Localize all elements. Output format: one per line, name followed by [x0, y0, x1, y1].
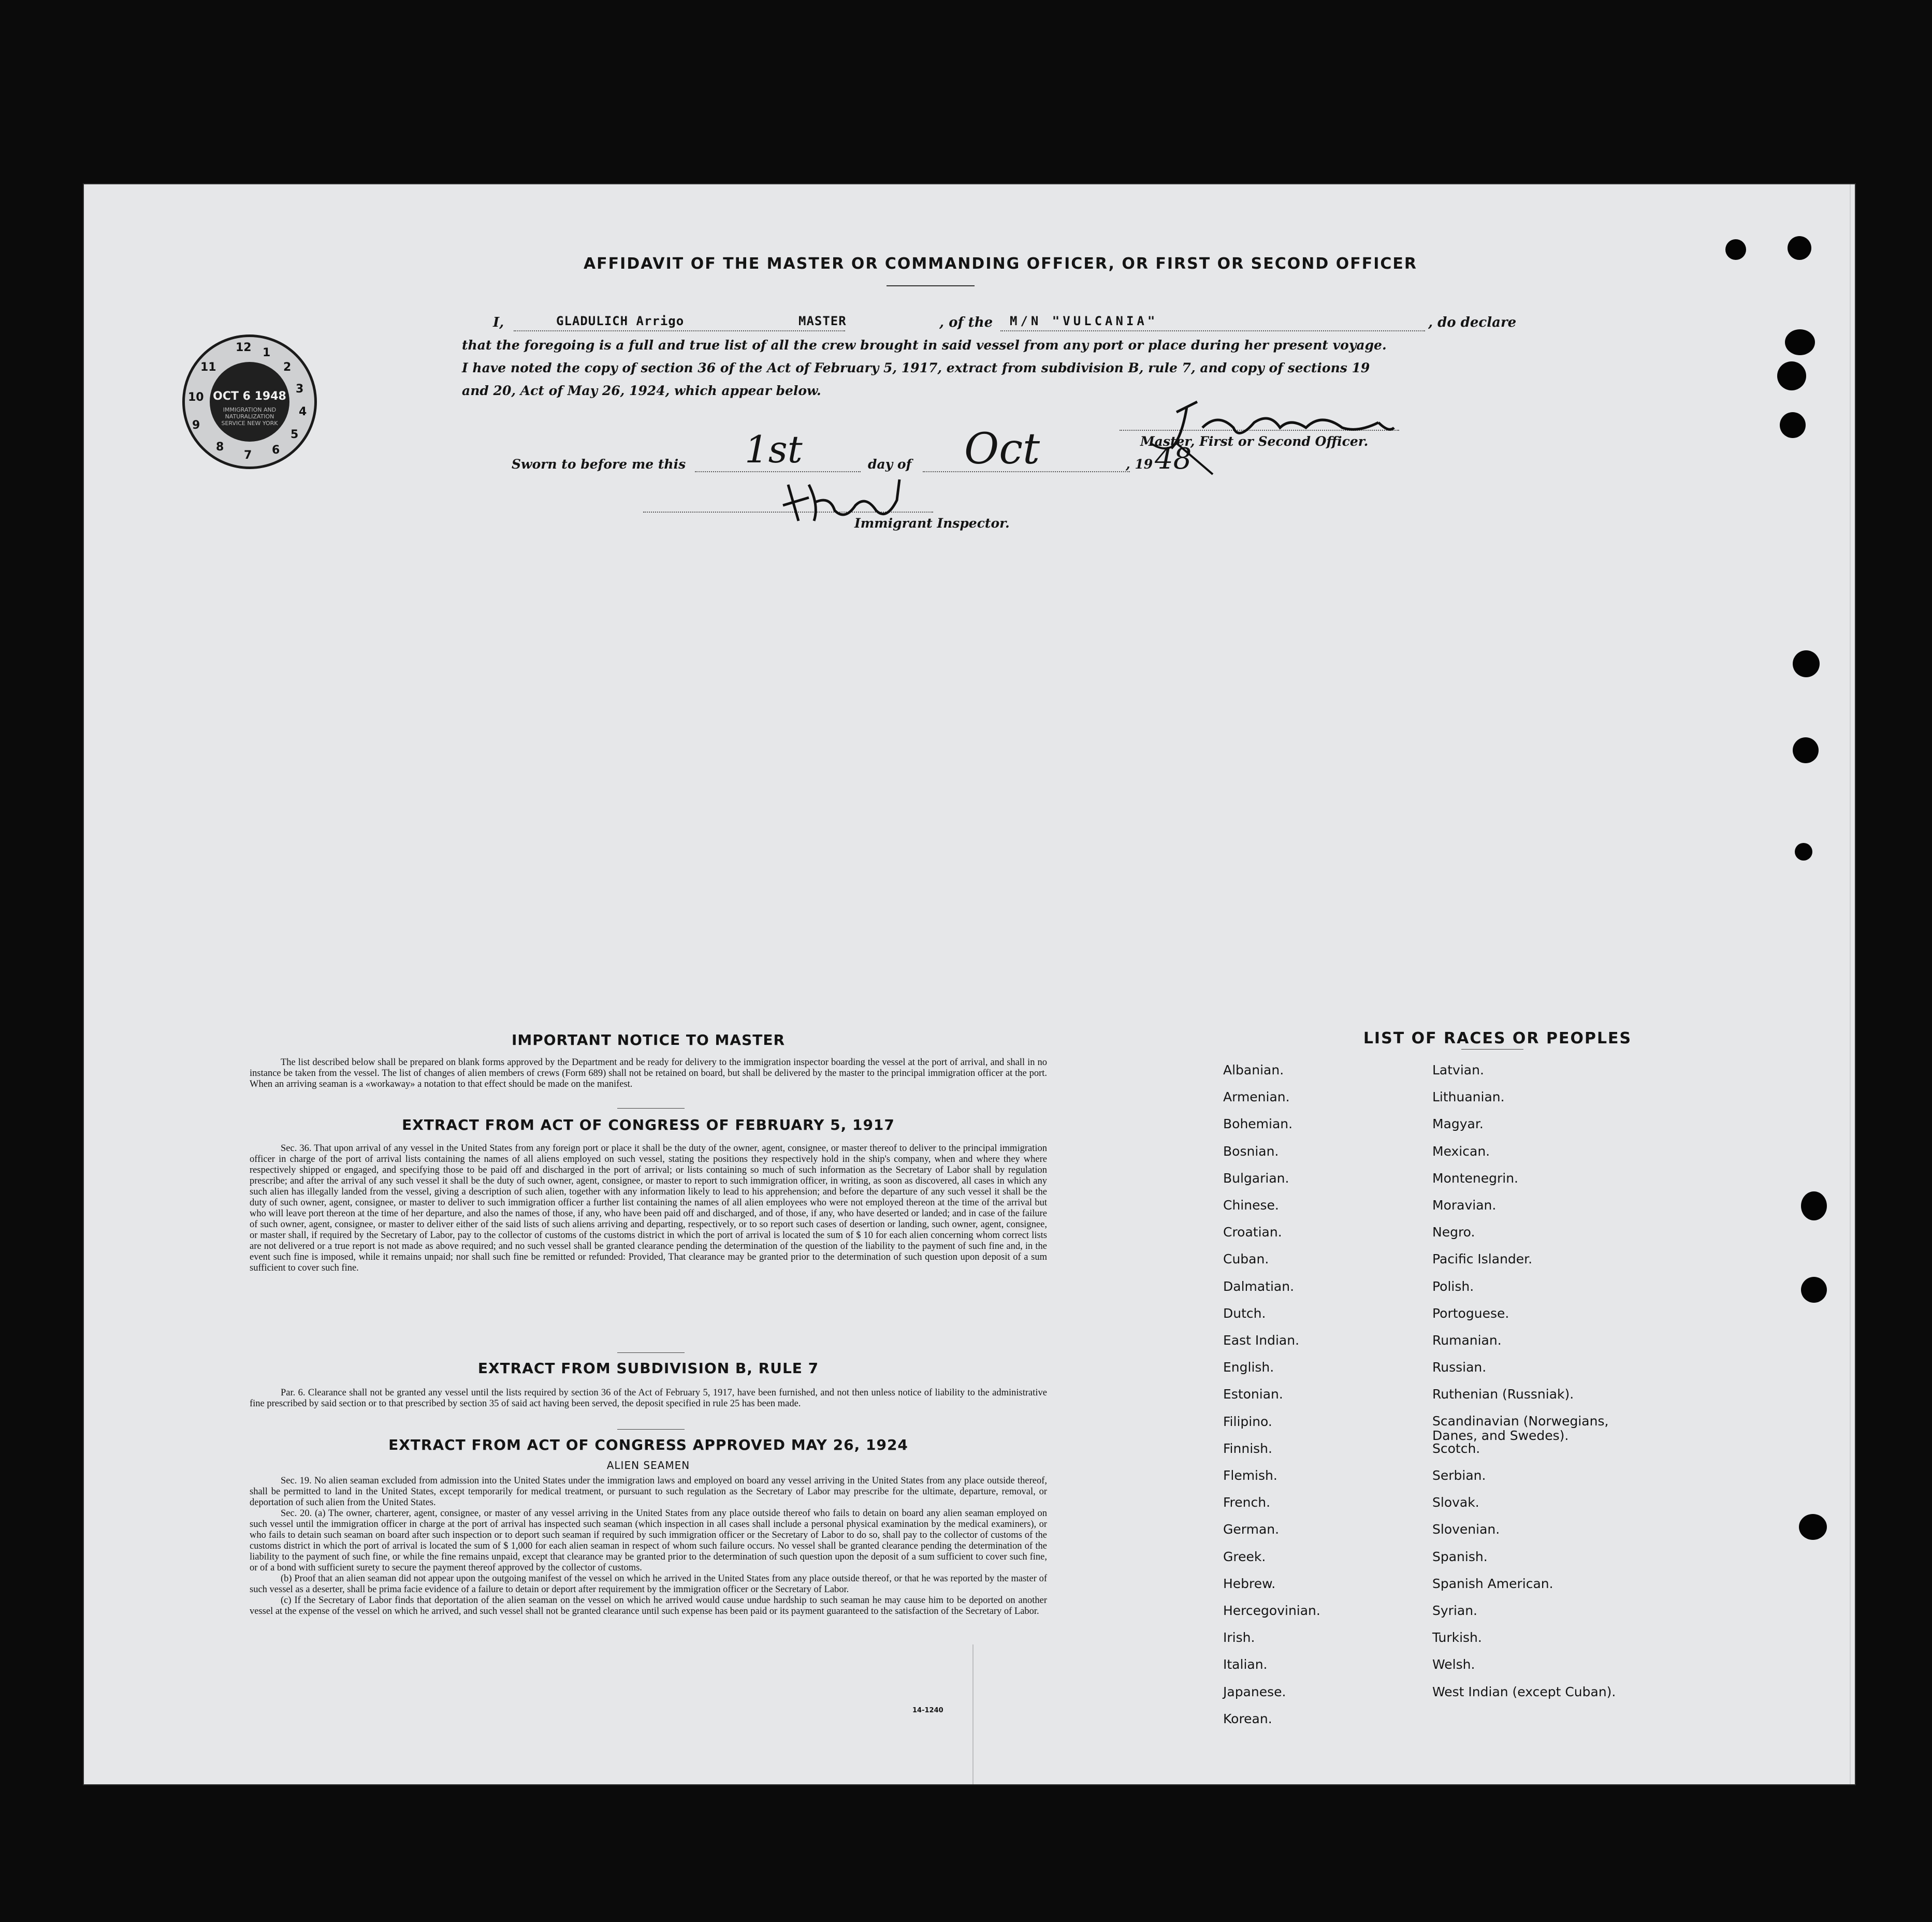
race-item: Danes, and Swedes). — [1432, 1428, 1569, 1444]
master-name: GLADULICH Arrigo — [556, 314, 685, 328]
race-item: Finnish. — [1223, 1440, 1272, 1456]
punch-hole — [1795, 843, 1812, 861]
year-label: , 19 — [1126, 457, 1153, 472]
race-item: Italian. — [1223, 1657, 1268, 1672]
race-item: French. — [1223, 1495, 1271, 1510]
race-item: Pacific Islander. — [1432, 1251, 1533, 1267]
stamp-date: OCT 6 1948 — [213, 390, 286, 403]
extract-1917-title: EXTRACT FROM ACT OF CONGRESS OF FEBRUARY 5, 1917 — [402, 1116, 895, 1133]
race-item: English. — [1223, 1360, 1274, 1375]
race-item: Dalmatian. — [1223, 1278, 1295, 1294]
race-item: Lithuanian. — [1432, 1089, 1505, 1105]
race-item: Spanish American. — [1432, 1576, 1553, 1591]
day-of-label: day of — [868, 457, 912, 472]
race-item: German. — [1223, 1522, 1280, 1537]
punch-hole — [1725, 239, 1746, 260]
race-item: Japanese. — [1223, 1684, 1286, 1699]
affidavit-title: AFFIDAVIT OF THE MASTER OR COMMANDING OFFICER, OR FIRST OR SECOND OFFICER — [583, 255, 1418, 273]
vessel-name: M/N "VULCANIA" — [1010, 314, 1158, 328]
race-item: Dutch. — [1223, 1305, 1266, 1321]
punch-hole — [1793, 650, 1820, 677]
sworn-label: Sworn to before me this — [512, 457, 686, 472]
punch-hole — [1785, 329, 1815, 355]
race-item: Russian. — [1432, 1360, 1487, 1375]
race-item: Albanian. — [1223, 1062, 1284, 1078]
race-item: Greek. — [1223, 1549, 1266, 1564]
notice-paragraph: The list described below shall be prepared on blank forms approved by the Department and be ready for delivery to the immigration inspector boarding the vessel at the port of arrival, and shall in no instance be taken from the vessel. The list of changes of alien members of crews (Form 689) shall not be retained on board, but shall be delivered by the master to the principal immigration officer at the port. When an arriving seaman is a «workaway» a notation to that effect should be made on the manifest. — [250, 1057, 1047, 1089]
notice-title: IMPORTANT NOTICE TO MASTER — [511, 1031, 786, 1049]
race-item: Flemish. — [1223, 1468, 1277, 1483]
par-6-paragraph: Par. 6. Clearance shall not be granted any vessel until the lists required by section 36 of the Act of February 5, 1917, have been furnished, and not then unless notice of liability to the administrative fine prescribed by said section or to that prescribed by section 35 of said act having been served, the deposit specified in rule 25 has been made. — [250, 1388, 1047, 1409]
sec-20a-paragraph: Sec. 20. (a) The owner, charterer, agent, consignee, or master of any vessel arriving in the United States from any place outside thereof who fails to detain on board any alien seaman employed on such vessel until the immigration officer in charge at the port of arrival has inspected such seaman (which inspection in all cases shall include a personal physical examination by the medical examiners), or who fails to detain such seaman on board after such inspection or to deport such seaman if required by such immigration officer or the Secretary of Labor to do so, shall pay to the collector of customs of the customs district in which the port of arrival is located the sum of $ 1,000 for each alien seaman in respect of whom such failure occurs. No vessel shall be granted clearance pending the determination of the liability to the payment of such fine, or while the fine remains unpaid, except that clearance may be granted prior to the determination of such question upon the deposit of a sum sufficient to cover such fine, or of a bond with sufficient surety to secure the payment thereof approved by the collector of customs. — [250, 1508, 1047, 1573]
stamp-number: 3 — [296, 383, 304, 396]
race-item: Welsh. — [1432, 1657, 1475, 1672]
section-rule — [617, 1352, 685, 1353]
race-item: Syrian. — [1432, 1603, 1477, 1618]
race-item: Turkish. — [1432, 1630, 1482, 1646]
race-item: Ruthenian (Russniak). — [1432, 1387, 1574, 1402]
stamp-number: 1 — [263, 346, 271, 359]
extract-1924-body — [250, 1476, 1047, 1617]
race-item: Mexican. — [1432, 1143, 1490, 1159]
page-edge — [1850, 184, 1851, 1784]
race-item: Negro. — [1432, 1225, 1475, 1240]
race-item: Scandinavian (Norwegians, — [1432, 1414, 1609, 1429]
race-item: Korean. — [1223, 1711, 1272, 1726]
stamp-number: 2 — [283, 361, 292, 374]
race-item: Chinese. — [1223, 1198, 1279, 1213]
officer-label: Master, First or Second Officer. — [1140, 434, 1369, 449]
race-item: Croatian. — [1223, 1225, 1282, 1240]
punch-hole — [1799, 1514, 1827, 1540]
stamp-number: 6 — [272, 444, 280, 457]
of-the-label: , of the — [939, 315, 993, 330]
race-item: Slovak. — [1432, 1495, 1479, 1510]
notice-body — [250, 1057, 1047, 1090]
extract-1917-body — [250, 1143, 1047, 1274]
race-item: Hebrew. — [1223, 1576, 1276, 1591]
section-rule — [617, 1108, 685, 1109]
month-value: Oct — [964, 425, 1040, 474]
sec-19-paragraph: Sec. 19. No alien seaman excluded from admission into the United States under the immigration laws and employed on board any vessel arriving in the United States from any place outside thereof, shall be permitted to land in the United States, except temporarily for medical treatment, or pursuant to such regulation as the Secretary of Labor may prescribe for the ultimate, departure, removal, or deportation of such alien from the United States. — [250, 1476, 1047, 1508]
do-declare-label: , do declare — [1428, 315, 1517, 330]
affidavit-line-3: I have noted the copy of section 36 of the Act of February 5, 1917, extract from subdivision B, rule 7, and copy of sections 19 — [462, 360, 1370, 375]
race-item: West Indian (except Cuban). — [1432, 1684, 1616, 1699]
punch-hole — [1801, 1277, 1827, 1303]
race-item: Armenian. — [1223, 1089, 1290, 1105]
stamp-number: 10 — [188, 391, 204, 404]
inspection-stamp — [182, 334, 317, 469]
race-item: Polish. — [1432, 1278, 1474, 1294]
race-item: Bohemian. — [1223, 1116, 1293, 1132]
races-title: LIST OF RACES OR PEOPLES — [1363, 1029, 1632, 1047]
race-item: Cuban. — [1223, 1251, 1269, 1267]
affidavit-line-2: that the foregoing is a full and true list of all the crew brought in said vessel from any port or place during her present voyage. — [462, 338, 1387, 353]
punch-hole — [1788, 236, 1811, 260]
punch-hole — [1801, 1191, 1827, 1220]
extract-rule7-body — [250, 1388, 1047, 1409]
section-36-paragraph: Sec. 36. That upon arrival of any vessel in the United States from any foreign port or place it shall be the duty of the owner, agent, consignee, or master thereof to deliver to the principal immigration officer in charge of the port of arrival lists containing the names of all aliens employed on such vessel, stating the positions they respectively hold in the ship's company, when and where they where respectively shipped or engaged, and specifying those to be paid off and discharged in the port of arrival; or lists containing so much of such information as the Secretary of Labor shall by regulation prescribe; and after the arrival of any such vessel it shall be the duty of such owner, agent, consignee, or master to report to such immigration officer, in writing, as soon as discovered, all cases in which any such alien has illegally landed from the vessel, giving a description of such alien, together with any information likely to lead to his apprehension; and before the departure of any such vessel it shall be the duty of such owner, agent, consignee, or master to deliver to such immigration officer a further list containing the names of all alien employees who were not employed thereon at the time of the arrival but who will leave port thereon at the time of her departure, and also the names of those, if any, who have been paid off and discharged, and of those, if any, who have deserted or landed; and in case of the failure of such owner, agent, consignee, or master to deliver either of the said lists of such aliens arriving and departing, respectively, or to so report such cases of desertion or landing, such owner, agent, consignee, or master shall, if required by the Secretary of Labor, pay to the collector of customs of the customs district in which the port of arrival is located the sum of $ 10 for each alien concerning whom correct lists are not delivered or a true report is not made as above required; and no such vessel shall be granted clearance pending the determination of the question of the liability to the payment of such fine and, in the event such fine is imposed, while it remains unpaid; nor shall such fine be remitted or refunded: Provided, That clearance may be granted prior to the determination of such question upon deposit of a sum sufficient to cover such fine. — [250, 1143, 1047, 1273]
stamp-number: 9 — [192, 419, 200, 432]
races-title-rule — [1461, 1049, 1523, 1050]
race-item: Montenegrin. — [1432, 1170, 1519, 1186]
name-blank — [514, 330, 845, 331]
race-item: East Indian. — [1223, 1333, 1300, 1348]
extract-rule7-title: EXTRACT FROM SUBDIVISION B, RULE 7 — [477, 1360, 819, 1377]
stamp-number: 7 — [244, 449, 252, 462]
race-item: Bulgarian. — [1223, 1170, 1289, 1186]
punch-hole — [1780, 412, 1806, 438]
sec-20c-paragraph: (c) If the Secretary of Labor finds that deportation of the alien seaman on the vessel on which he arrived would cause undue hardship to such seaman he may cause him to be deported on another vessel at the expense of the vessel on which he arrived, and such vessel shall not be granted clearance until such expense has been paid or its payment guaranteed to the satisfaction of the Secretary of Labor. — [250, 1595, 1047, 1617]
day-value: 1st — [745, 428, 803, 471]
race-item: Spanish. — [1432, 1549, 1488, 1564]
stamp-number: 12 — [236, 341, 252, 354]
stamp-center — [210, 361, 292, 442]
section-rule — [617, 1429, 685, 1430]
race-item: Magyar. — [1432, 1116, 1484, 1132]
race-item: Hercegovinian. — [1223, 1603, 1320, 1618]
form-number: 14-1240 — [912, 1707, 943, 1714]
stamp-number: 4 — [299, 405, 307, 418]
title-rule — [887, 285, 975, 286]
race-item: Rumanian. — [1432, 1333, 1502, 1348]
sec-20b-paragraph: (b) Proof that an alien seaman did not appear upon the outgoing manifest of the vessel on which he arrived in the United States from any place outside thereof, or that he was reported by the master of such vessel as a deserter, shall be prima facie evidence of a failure to detain or deport after requirement by the immigration officer or the Secretary of Labor. — [250, 1574, 1047, 1595]
race-item: Estonian. — [1223, 1387, 1283, 1402]
race-item: Portoguese. — [1432, 1305, 1509, 1321]
race-item: Moravian. — [1432, 1198, 1497, 1213]
stamp-number: 5 — [290, 428, 299, 441]
inspector-label: Immigrant Inspector. — [854, 516, 1010, 531]
i-label: I, — [493, 315, 504, 330]
punch-hole — [1777, 361, 1806, 390]
race-item: Serbian. — [1432, 1468, 1486, 1483]
alien-seamen-subtitle: ALIEN SEAMEN — [606, 1459, 690, 1472]
affidavit-line-4: and 20, Act of May 26, 1924, which appear below. — [462, 383, 821, 398]
vessel-blank — [1000, 330, 1425, 331]
extract-1924-title: EXTRACT FROM ACT OF CONGRESS APPROVED MAY 26, 1924 — [388, 1436, 908, 1453]
race-item: Bosnian. — [1223, 1143, 1279, 1159]
stamp-text: IMMIGRATION AND NATURALIZATION SERVICE NEW YORK — [221, 406, 278, 427]
punch-hole — [1793, 737, 1819, 763]
race-item: Latvian. — [1432, 1062, 1484, 1078]
race-item: Scotch. — [1432, 1440, 1480, 1456]
race-item: Irish. — [1223, 1630, 1255, 1646]
stamp-number: 11 — [200, 361, 216, 374]
master-rank: MASTER — [798, 314, 847, 328]
year-value: 48 — [1155, 442, 1192, 476]
document-page — [84, 184, 1855, 1784]
race-item: Slovenian. — [1432, 1522, 1500, 1537]
race-item: Filipino. — [1223, 1414, 1272, 1429]
fold-line — [972, 1644, 974, 1784]
stamp-number: 8 — [216, 441, 224, 454]
day-blank — [695, 471, 861, 472]
